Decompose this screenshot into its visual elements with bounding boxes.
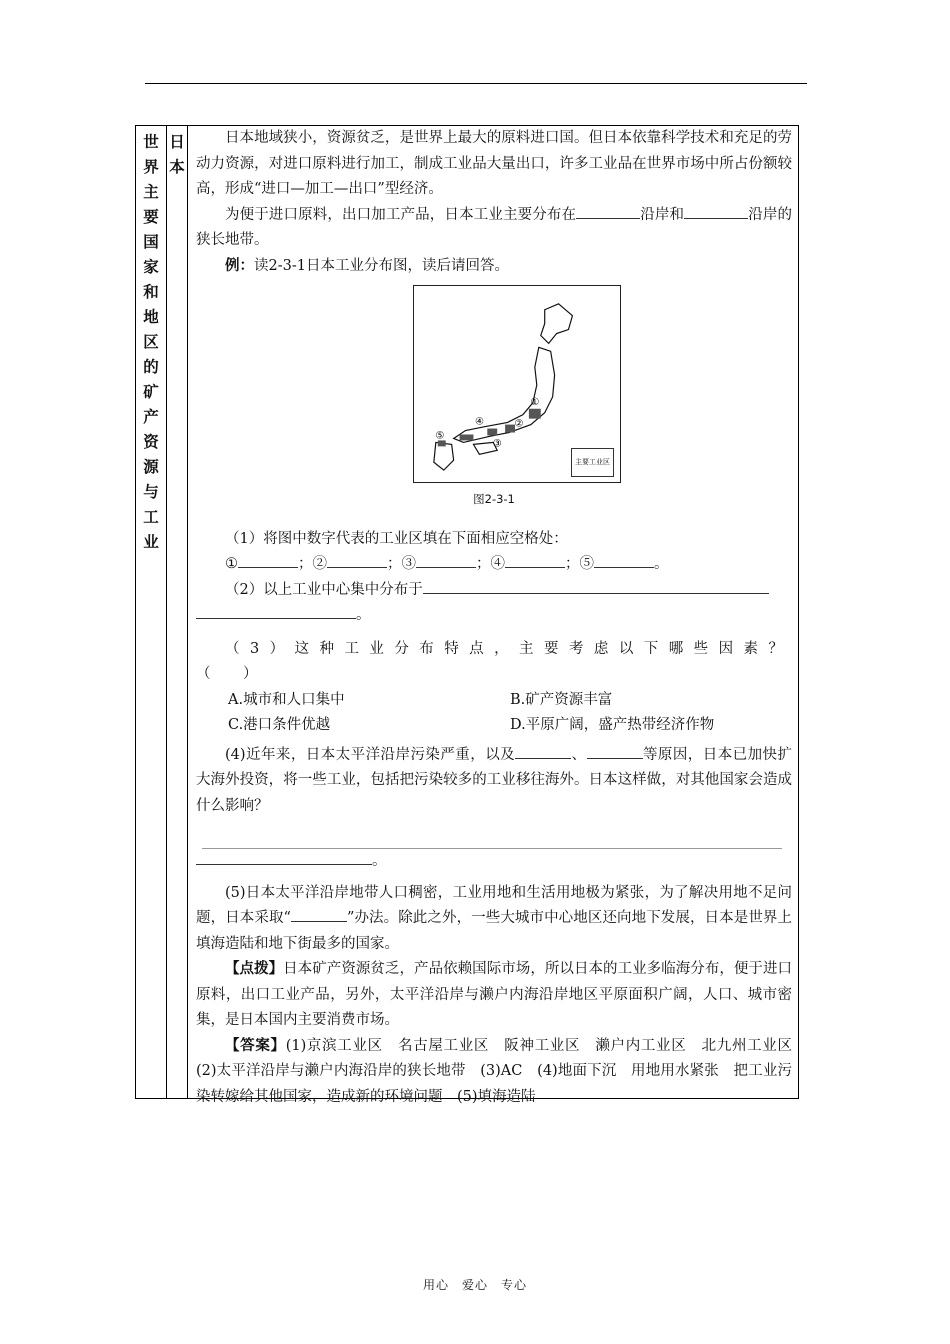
distribution-paragraph	[196, 203, 792, 254]
lesson-table	[135, 125, 807, 1105]
honshu-shape	[454, 347, 555, 442]
question-1: （1）将图中数字代表的工业区填在下面相应空格处：	[225, 530, 568, 547]
option-d[interactable]: D.平原广阔，盛产热带经济作物	[510, 717, 715, 733]
example-label: 例：	[225, 257, 254, 274]
distribution-text-c: 沿岸的狭长地带。	[196, 206, 793, 248]
header-rule	[145, 83, 807, 84]
blank-label: 。	[654, 556, 669, 572]
blank-label: ；②	[298, 556, 327, 572]
blank-label: ①	[225, 556, 238, 572]
industrial-zone	[529, 409, 541, 419]
blank-label: ；③	[387, 556, 416, 572]
option-a[interactable]: A.城市和人口集中	[228, 691, 345, 708]
answer-label: 【答案】	[225, 1037, 286, 1054]
fill-blank[interactable]	[594, 552, 654, 568]
intro-paragraph: 日本地域狭小，资源贫乏，是世界上最大的原料进口国。但日本依靠科学技术和充足的劳动力资源，对进口原料进行加工，制成工业品大量出口，许多工业品在世界市场中所占份额较高，形成“进口—加工—出口”型经济。	[196, 130, 792, 197]
answer-paragraph	[196, 1034, 807, 1111]
industrial-zone	[487, 429, 497, 436]
question-2-cont	[196, 603, 792, 629]
fill-blank[interactable]	[291, 906, 347, 922]
question-2	[196, 578, 792, 604]
question-4-end: 。	[372, 853, 387, 869]
fill-blank[interactable]	[505, 552, 565, 568]
fill-blank[interactable]	[515, 743, 571, 759]
option-b[interactable]: B.矿产资源丰富	[510, 691, 613, 708]
question-5-text-b: ”办法。除此之外，一些大城市中心地区还向地下发展，日本是世界上填海造陆和地下街最多的国家。	[196, 910, 792, 952]
tip-text: 日本矿产资源贫乏，产品依赖国际市场，所以日本的工业多临海分布，便于进口原料，出口工业产品，另外，太平洋沿岸与濑户内海沿岸地区平原面积广阔，人口、城市密集，是日本国内主要消费市场。	[196, 961, 793, 1028]
fill-blank[interactable]	[423, 578, 769, 594]
fill-blank[interactable]	[587, 743, 643, 759]
country-column	[167, 126, 188, 1098]
map-caption: 图2-3-1	[473, 492, 515, 506]
example-text: 读2-3-1日本工业分布图，读后请回答。	[254, 257, 509, 274]
question-3: （3）这种工业分布特点，主要考虑以下哪些因素？（ ）	[196, 640, 792, 682]
question-2-text: （2）以上工业中心集中分布于	[225, 581, 423, 598]
map-marker-2: ②	[514, 418, 524, 430]
blank-label: ；④	[476, 556, 505, 572]
question-3-options	[196, 688, 792, 739]
map-marker-5: ⑤	[435, 430, 445, 442]
fill-blank[interactable]	[238, 552, 298, 568]
tip-paragraph	[196, 957, 792, 1034]
topic-label: 世 界 主 要 国 家 和 地 区 的 矿 产 资 源 与 工 业	[143, 133, 159, 551]
question-4	[196, 743, 792, 820]
kyushu-shape	[434, 442, 454, 470]
tip-label: 【点拨】	[225, 961, 284, 977]
question-1-blanks	[196, 552, 792, 578]
lesson-content	[196, 126, 807, 1110]
fill-blank[interactable]	[416, 552, 476, 568]
industrial-zone	[460, 434, 474, 440]
question-2-end: 。	[356, 607, 371, 623]
hokkaido-shape	[541, 304, 573, 344]
map-marker-4: ④	[474, 416, 484, 428]
question-4-cont	[196, 849, 792, 875]
distribution-text-a: 为便于进口原料，出口加工产品，日本工业主要分布在	[225, 206, 577, 223]
japan-industry-map	[413, 285, 621, 483]
industrial-zone	[505, 425, 515, 433]
question-4-text-b: 等原因，日本已加快扩大海外投资，将一些工业，包括把污染较多的工业移往海外。日本这样做，对其他国家会造成什么影响？	[196, 746, 793, 814]
fill-blank[interactable]	[684, 203, 736, 219]
distribution-text-b: 沿岸和	[640, 206, 685, 223]
page-footer: 用心 爱心 专心	[422, 1278, 527, 1292]
fill-blank[interactable]	[736, 203, 748, 219]
question-5	[196, 881, 792, 958]
fill-blank[interactable]	[327, 552, 387, 568]
question-5-text-a: (5)日本太平洋沿岸地带人口稠密，工业用地和生活用地极为紧张，为了解决用地不足问题，日本采取“	[196, 884, 792, 926]
country-label: 日 本	[169, 133, 185, 176]
fill-blank[interactable]	[196, 603, 356, 619]
example-paragraph	[196, 254, 792, 280]
question-4-text-a: (4)近年来，日本太平洋沿岸污染严重，以及	[225, 746, 516, 763]
fill-blank[interactable]	[196, 849, 372, 865]
map-marker-3: ③	[492, 438, 502, 450]
blank-label: ；⑤	[565, 556, 594, 572]
topic-column	[136, 126, 167, 1098]
map-marker-1: ①	[530, 396, 540, 408]
map-legend: 主要工业区	[571, 448, 614, 478]
question-4-sep: 、	[571, 746, 587, 763]
answer-text: (1)京滨工业区 名古屋工业区 阪神工业区 濑户内工业区 北九州工业区 (2)太平洋沿岸与濑户内海沿岸的狭长地带 (3)AC (4)地面下沉 用地用水紧张 把工业污染转嫁给其他国家，造成新的环境问题 (5)填海造陆	[196, 1037, 807, 1105]
fill-blank[interactable]	[576, 203, 640, 219]
option-c[interactable]: C.港口条件优越	[228, 717, 331, 733]
